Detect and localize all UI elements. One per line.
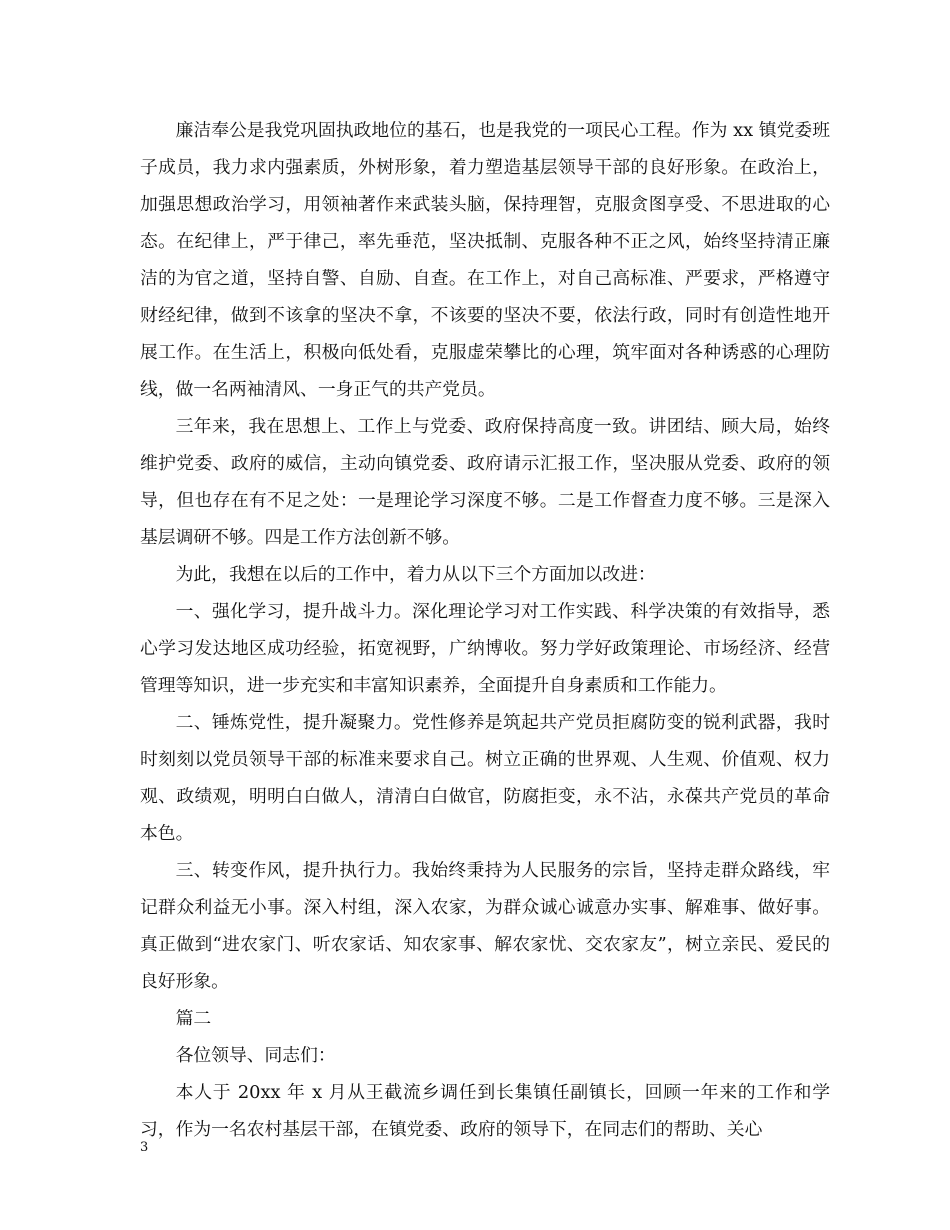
paragraph-salutation: 各位领导、同志们： <box>175 1045 336 1066</box>
paragraph-integrity: 廉洁奉公是我党巩固执政地位的基石，也是我党的一项民心工程。作为 xx 镇党委班子成员，我力求内强素质，外树形象，着力塑造基层领导干部的良好形象。在政治上，加强思想政治学习，用领袖著作来武装头脑，保持理智，克服贪图享受、不思进取的心态。在纪律上，严于律己，率先垂范，坚决抵制、克服各种不正之风，始终坚持清正廉洁的为官之道，坚持自警、自励、自查。在工作上，对自己高标准、严要求，严格遵守财经纪律，做到不该拿的坚决不拿，不该要的坚决不要，依法行政，同时有创造性地开展工作。在生活上，积极向低处看，克服虚荣攀比的心理，筑牢面对各种诱惑的心理防线，做一名两袖清风、一身正气的共产党员。 <box>140 120 830 400</box>
section-heading-part-two: 篇二 <box>175 1008 212 1029</box>
paragraph-improvement-intro: 为此，我想在以后的工作中，着力从以下三个方面加以改进： <box>175 564 656 585</box>
page-number: 3 <box>140 1140 149 1155</box>
paragraph-party-spirit: 二、锤炼党性，提升凝聚力。党性修养是筑起共产党员拒腐防变的锐利武器，我时时刻刻以党员领导干部的标准来要求自己。树立正确的世界观、人生观、价值观、权力观、政绩观，明明白白做人，清清白白做官，防腐拒变，永不沾，永葆共产党员的革命本色。 <box>140 712 830 844</box>
paragraph-work-style: 三、转变作风，提升执行力。我始终秉持为人民服务的宗旨，坚持走群众路线，牢记群众利益无小事。深入村组，深入农家，为群众诚心诚意办实事、解难事、做好事。真正做到“进农家门、听农家话、知农家事、解农家忧、交农家友”，树立亲民、爱民的良好形象。 <box>140 860 830 992</box>
paragraph-three-years: 三年来，我在思想上、工作上与党委、政府保持高度一致。讲团结、顾大局，始终维护党委、政府的威信，主动向镇党委、政府请示汇报工作，坚决服从党委、政府的领导，但也存在有不足之处：一是理论学习深度不够。二是工作督查力度不够。三是深入基层调研不够。四是工作方法创新不够。 <box>140 416 830 548</box>
paragraph-strengthen-learning: 一、强化学习，提升战斗力。深化理论学习对工作实践、科学决策的有效指导，悉心学习发达地区成功经验，拓宽视野，广纳博收。努力学好政策理论、市场经济、经营管理等知识，进一步充实和丰富知识素养，全面提升自身素质和工作能力。 <box>140 601 830 696</box>
paragraph-self-introduction: 本人于 20xx 年 x 月从王截流乡调任到长集镇任副镇长，回顾一年来的工作和学习，作为一名农村基层干部，在镇党委、政府的领导下，在同志们的帮助、关心 <box>140 1082 830 1140</box>
document-body <box>140 112 830 1148</box>
